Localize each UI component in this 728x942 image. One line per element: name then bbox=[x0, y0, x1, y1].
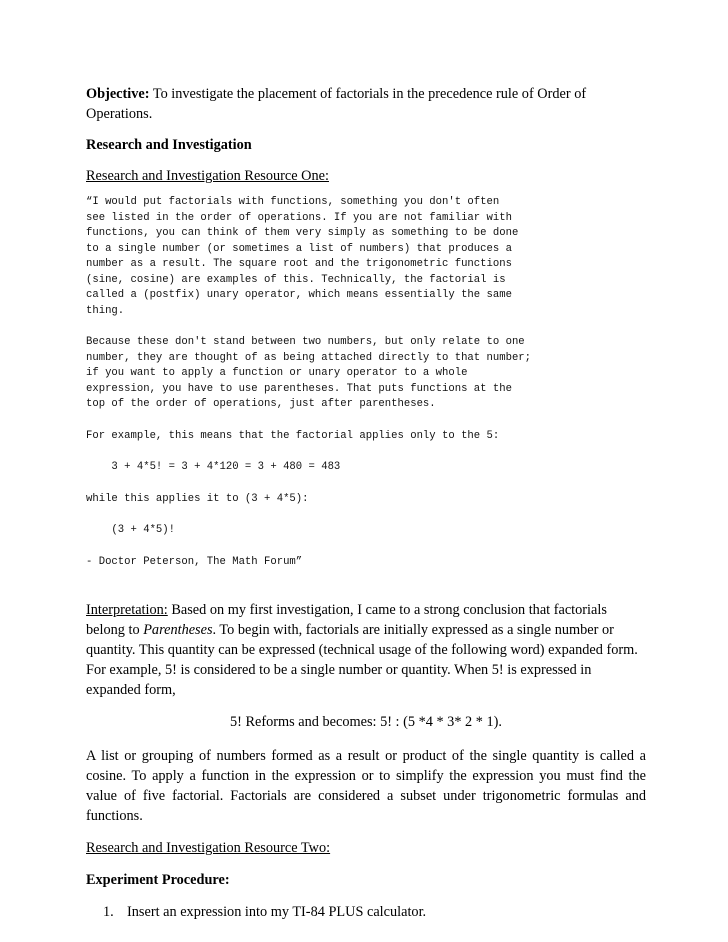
justified-line: cosine. To apply a function in the expression or to simplify the expression you must find the bbox=[86, 768, 646, 784]
quote-line: For example, this means that the factorial applies only to the 5: bbox=[86, 429, 500, 442]
interpretation-text: For example, 5! is considered to be a single number or quantity. When 5! is expressed in bbox=[86, 662, 592, 678]
quote-example-1: 3 + 4*5! = 3 + 4*120 = 3 + 480 = 483 bbox=[86, 461, 341, 473]
research-heading: Research and Investigation bbox=[86, 137, 252, 153]
quote-line: see listed in the order of operations. If you are not familiar with bbox=[86, 211, 512, 224]
document-page bbox=[86, 84, 646, 922]
interpretation-text: . To begin with, factorials are initially expressed as a single number or bbox=[212, 622, 614, 638]
quote-line: (sine, cosine) are examples of this. Technically, the factorial is bbox=[86, 273, 506, 286]
objective-label: Objective: bbox=[86, 86, 150, 102]
factorial-formula: 5! Reforms and becomes: 5! : (5 *4 * 3* 2 * 1). bbox=[230, 714, 502, 730]
cosine-paragraph bbox=[86, 746, 646, 826]
quote-line: if you want to apply a function or unary operator to a whole bbox=[86, 367, 468, 379]
interpretation-paragraph bbox=[86, 600, 646, 700]
objective-text-line2: Operations. bbox=[86, 106, 153, 122]
step-number: 1. bbox=[103, 904, 114, 920]
paragraph-line: functions. bbox=[86, 808, 143, 824]
quote-line: top of the order of operations, just after parentheses. bbox=[86, 398, 436, 410]
quote-line: called a (postfix) unary operator, which means essentially the same bbox=[86, 289, 512, 301]
quote-line: while this applies it to (3 + 4*5): bbox=[86, 492, 309, 505]
quote-line: number, they are thought of as being attached directly to that number; bbox=[86, 351, 532, 364]
resource-two-heading: Research and Investigation Resource Two: bbox=[86, 840, 331, 856]
interpretation-text: Based on my first investigation, I came to a strong conclusion that factorials bbox=[167, 602, 607, 618]
procedure-list bbox=[86, 902, 646, 922]
objective-text: To investigate the placement of factorials in the precedence rule of Order of bbox=[149, 86, 587, 102]
quote-line: functions, you can think of them very simply as something to be done bbox=[86, 227, 519, 239]
interpretation-text: expanded form, bbox=[86, 682, 176, 698]
step-text: Insert an expression into my TI-84 PLUS calculator. bbox=[127, 904, 427, 920]
quote-line: thing. bbox=[86, 304, 125, 317]
interpretation-text: quantity. This quantity can be expressed (technical usage of the following word) expanded form. bbox=[86, 642, 638, 658]
parentheses-italic: Parentheses bbox=[143, 622, 213, 638]
quote-line: number as a result. The square root and the trigonometric functions bbox=[86, 258, 512, 270]
quote-example-2: (3 + 4*5)! bbox=[86, 524, 176, 536]
list-item bbox=[103, 902, 646, 922]
quote-line: Because these don't stand between two numbers, but only relate to one bbox=[86, 336, 525, 348]
quote-line: “I would put factorials with functions, something you don't often bbox=[86, 196, 500, 208]
experiment-procedure-heading: Experiment Procedure: bbox=[86, 872, 230, 888]
interpretation-text: belong to bbox=[86, 622, 144, 638]
quote-block bbox=[86, 195, 646, 570]
justified-line: A list or grouping of numbers formed as a result or product of the single quantity is called a bbox=[86, 748, 646, 764]
quote-attribution: - Doctor Peterson, The Math Forum” bbox=[86, 555, 303, 568]
resource-one-heading: Research and Investigation Resource One: bbox=[86, 168, 329, 184]
quote-line: expression, you have to use parentheses. That puts functions at the bbox=[86, 382, 512, 395]
quote-line: to a single number (or sometimes a list of numbers) that produces a bbox=[86, 242, 512, 255]
interpretation-label: Interpretation: bbox=[86, 602, 168, 618]
objective-paragraph bbox=[86, 84, 646, 124]
justified-line: value of five factorial. Factorials are considered a subset under trigonometric formulas and bbox=[86, 788, 646, 804]
